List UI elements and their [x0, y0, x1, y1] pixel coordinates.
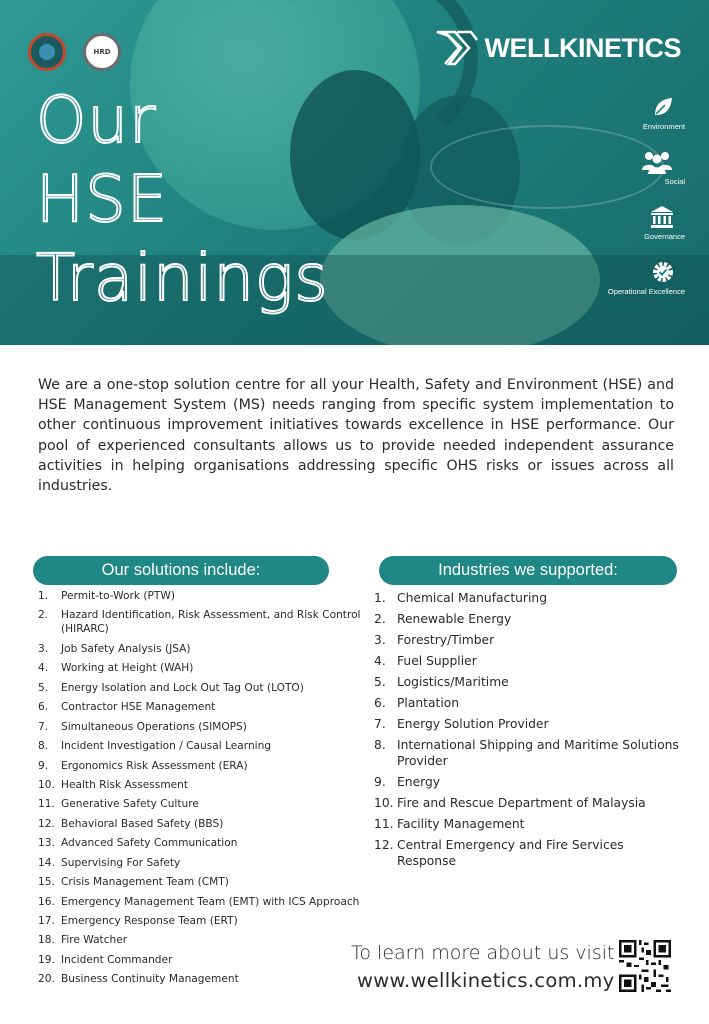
list-item: 18. Fire Watcher — [38, 934, 128, 947]
title-line-1: Our — [36, 84, 157, 158]
gear-check-icon — [651, 260, 675, 284]
qr-code-icon[interactable] — [619, 940, 671, 992]
list-item: 13. Advanced Safety Communication — [38, 837, 238, 850]
title-line-2: HSE — [36, 163, 169, 237]
list-item: 19. Incident Commander — [38, 953, 173, 966]
list-item: 16. Emergency Management Team (EMT) with ICS Approach — [38, 895, 360, 908]
pillar-operational-excellence: Operational Excellence — [575, 260, 685, 315]
list-item: 2. Hazard Identification, Risk Assessment, and Risk Control (HIRARC) — [38, 609, 361, 636]
list-item: 11. Generative Safety Culture — [38, 798, 199, 811]
brand-logo — [435, 30, 682, 66]
list-item: 6. Plantation — [374, 696, 460, 710]
website-link[interactable]: www.wellkinetics.com.my — [357, 969, 615, 992]
list-item: 3. Job Safety Analysis (JSA) — [38, 642, 191, 655]
list-item: 7. Energy Solution Provider — [374, 717, 549, 731]
list-item: 14. Supervising For Safety — [38, 856, 181, 869]
industries-list — [374, 590, 684, 874]
list-item: 8. International Shipping and Maritime Solutions Provider — [374, 738, 679, 768]
building-columns-icon — [649, 205, 675, 229]
list-item: 11. Facility Management — [374, 817, 525, 831]
list-item: 5. Logistics/Maritime — [374, 675, 509, 689]
list-item: 8. Incident Investigation / Causal Learning — [38, 740, 272, 753]
title-line-3: Trainings — [36, 242, 329, 316]
list-item: 1. Permit-to-Work (PTW) — [38, 590, 175, 602]
leaf-icon — [651, 95, 675, 119]
list-item: 12. Central Emergency and Fire Services Response — [374, 838, 624, 868]
list-item: 6. Contractor HSE Management — [38, 701, 216, 714]
list-item: 20. Business Continuity Management — [38, 973, 239, 986]
list-item: 10. Health Risk Assessment — [38, 778, 189, 791]
list-item: 4. Working at Height (WAH) — [38, 662, 194, 675]
list-item: 17. Emergency Response Team (ERT) — [38, 915, 238, 927]
list-item: 7. Simultaneous Operations (SIMOPS) — [38, 720, 247, 733]
pillar-environment: Environment — [575, 95, 685, 150]
list-item: 4. Fuel Supplier — [374, 654, 477, 668]
page-title — [36, 82, 329, 319]
intro-paragraph: We are a one-stop solution centre for all your Health, Safety and Environment (HSE) and HSE Management System (MS) needs ranging from specific system implementation to other continuous improvement initiatives towards excellence in HSE performance. Our pool of experienced consultants allows us to provide needed independent assurance activities in helping organisations addressing specific OHS risks or issues across all industries. — [38, 377, 674, 495]
wellkinetics-mark-icon — [435, 30, 479, 66]
accreditation-badge-icon — [28, 33, 66, 71]
industries-heading: Industries we supported: — [379, 556, 677, 585]
list-item: 2. Renewable Energy — [374, 612, 512, 626]
solutions-heading: Our solutions include: — [33, 556, 329, 585]
learn-more-text: To learn more about us visit — [351, 942, 615, 964]
hero-banner — [0, 0, 709, 345]
list-item: 10. Fire and Rescue Department of Malaysia — [374, 796, 646, 810]
list-item: 9. Ergonomics Risk Assessment (ERA) — [38, 759, 248, 772]
list-item: 12. Behavioral Based Safety (BBS) — [38, 817, 224, 830]
list-item: 1. Chemical Manufacturing — [374, 591, 548, 605]
people-icon — [639, 150, 675, 174]
list-item: 5. Energy Isolation and Lock Out Tag Out (LOTO) — [38, 681, 304, 694]
brand-name: WELLKINETICS — [484, 32, 681, 63]
list-item: 15. Crisis Management Team (CMT) — [38, 876, 229, 889]
list-item: 3. Forestry/Timber — [374, 633, 495, 647]
esg-pillars — [575, 95, 685, 315]
pillar-governance: Governance — [575, 205, 685, 260]
solutions-list — [38, 589, 368, 992]
hrd-corp-badge-icon: HRD — [83, 33, 121, 71]
list-item: 9. Energy — [374, 775, 441, 789]
pillar-social: Social — [575, 150, 685, 205]
